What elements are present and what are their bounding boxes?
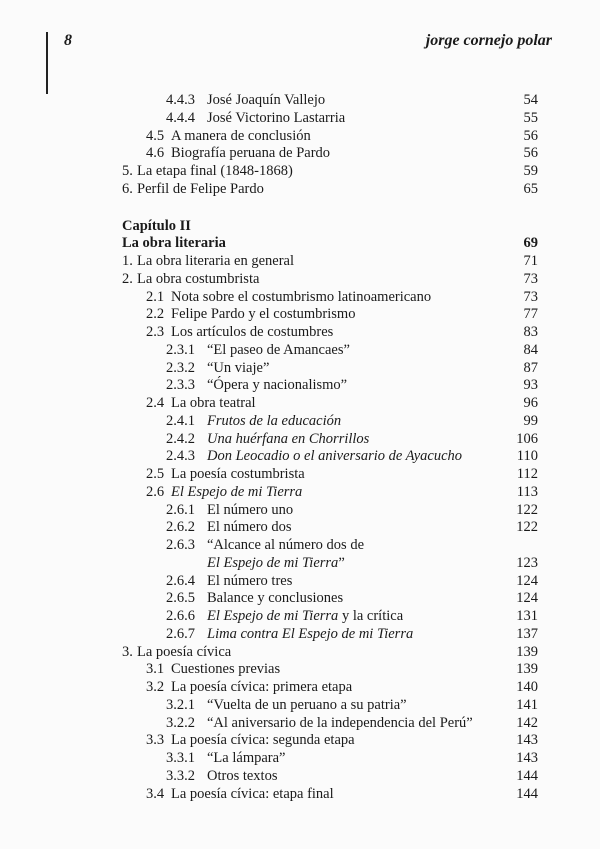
toc-entry-number: 1. xyxy=(122,253,133,269)
toc-entry-number: 2.6.2 xyxy=(166,519,195,536)
toc-entry-number: 2.3.1 xyxy=(166,341,195,358)
toc-entry-page: 137 xyxy=(516,625,538,642)
toc-entry-page: 123 xyxy=(516,554,538,571)
toc-entry-number: 3.4 xyxy=(146,785,165,802)
toc-entry-page: 56 xyxy=(523,127,538,144)
table-of-contents xyxy=(0,92,600,803)
toc-entry xyxy=(0,502,600,520)
toc-entry-page: 54 xyxy=(523,92,538,108)
toc-entry-title xyxy=(137,181,264,199)
toc-entry-number: 3.2.2 xyxy=(166,714,195,731)
toc-entry xyxy=(0,431,600,449)
title-segment: Perfil de Felipe Pardo xyxy=(137,180,264,197)
title-segment: “La lámpara” xyxy=(207,750,286,766)
italic-title-segment: Una huérfana en Chorrillos xyxy=(207,430,370,447)
toc-entry-title xyxy=(207,626,413,644)
title-segment: José Victorino Lastarria xyxy=(207,109,346,126)
toc-entry-number: 3.3.1 xyxy=(166,750,195,766)
toc-entry-page: 56 xyxy=(523,145,538,162)
title-segment: y la crítica xyxy=(338,608,404,624)
title-segment: Los artículos de costumbres xyxy=(171,324,334,340)
toc-entry-page: 69 xyxy=(523,235,538,252)
title-segment: ” xyxy=(338,554,345,571)
toc-entry-title xyxy=(207,519,292,537)
toc-entry-number: 2.5 xyxy=(146,466,165,482)
toc-entry-title xyxy=(207,92,325,110)
toc-entry-title xyxy=(171,324,333,342)
toc-entry-page: 139 xyxy=(516,661,538,678)
toc-entry-number: 3.3 xyxy=(146,732,165,749)
title-segment: El número dos xyxy=(207,519,292,536)
title-segment: “Alcance al número dos de xyxy=(207,537,365,553)
title-segment: La poesía costumbrista xyxy=(171,466,305,482)
toc-entry-page: 73 xyxy=(523,270,538,287)
title-segment: Balance y conclusiones xyxy=(207,590,344,607)
toc-entry-page: 110 xyxy=(516,448,538,465)
toc-entry-number: 3.2.1 xyxy=(166,696,195,713)
toc-entry xyxy=(0,395,600,413)
toc-entry-title xyxy=(122,235,226,253)
toc-entry xyxy=(0,519,600,537)
toc-entry-title xyxy=(207,360,269,378)
toc-entry-title xyxy=(171,395,256,413)
toc-entry-page: 77 xyxy=(523,306,538,323)
toc-entry-title xyxy=(207,413,341,431)
toc-chapter-heading xyxy=(0,218,600,236)
toc-entry xyxy=(0,128,600,146)
toc-entry xyxy=(0,306,600,324)
toc-entry-number: 2.3.3 xyxy=(166,377,195,394)
title-segment: “Vuelta de un peruano a su patria” xyxy=(207,696,407,713)
toc-entry-number: 2.4.3 xyxy=(166,448,195,465)
toc-entry-number: 2.6.1 xyxy=(166,501,195,518)
title-segment: Nota sobre el costumbrismo latinoamericano xyxy=(171,288,432,305)
toc-entry xyxy=(0,163,600,181)
toc-entry-number: 2.6.4 xyxy=(166,572,195,589)
toc-entry-number: 4.4.4 xyxy=(166,109,195,126)
toc-entry-page: 96 xyxy=(523,395,538,411)
toc-entry xyxy=(0,271,600,289)
toc-entry xyxy=(0,555,600,573)
title-segment: Capítulo II xyxy=(122,217,191,234)
toc-entry-number: 3.1 xyxy=(146,661,165,678)
title-segment: José Joaquín Vallejo xyxy=(207,92,326,108)
toc-entry xyxy=(0,324,600,342)
title-segment: Biografía peruana de Pardo xyxy=(171,145,331,162)
toc-entry-page: 122 xyxy=(516,519,538,536)
toc-entry-number: 2.3.2 xyxy=(166,359,195,376)
toc-entry-page: 106 xyxy=(516,430,538,447)
toc-entry-title xyxy=(207,377,347,395)
title-segment: La obra costumbrista xyxy=(137,270,260,287)
toc-entry-title xyxy=(207,573,292,591)
italic-title-segment: El Espejo de mi Tierra xyxy=(207,554,339,571)
title-segment: “El paseo de Amancaes” xyxy=(207,341,350,358)
title-segment: La etapa final (1848-1868) xyxy=(137,163,293,179)
toc-entry-title xyxy=(171,289,431,307)
page-number: 8 xyxy=(64,32,72,49)
toc-entry xyxy=(0,253,600,271)
toc-entry xyxy=(0,573,600,591)
title-segment: “Un viaje” xyxy=(207,359,270,376)
toc-entry-number: 2.4.1 xyxy=(166,412,195,429)
toc-entry-number: 2.4 xyxy=(146,395,165,411)
title-segment: Felipe Pardo y el costumbrismo xyxy=(171,306,356,323)
title-segment: El número uno xyxy=(207,501,294,518)
title-segment: La obra teatral xyxy=(171,395,256,411)
toc-entry-title xyxy=(171,679,352,697)
toc-entry-number: 3. xyxy=(122,643,133,660)
title-segment: El número tres xyxy=(207,572,293,589)
title-segment: La poesía cívica xyxy=(137,643,232,660)
toc-entry xyxy=(0,661,600,679)
toc-entry-number: 2.6.7 xyxy=(166,625,195,642)
toc-entry-title xyxy=(171,306,355,324)
toc-entry xyxy=(0,786,600,804)
running-head: jorge cornejo polar xyxy=(425,32,552,49)
toc-entry-title xyxy=(137,253,294,271)
toc-entry-number: 4.5 xyxy=(146,127,165,144)
toc-entry xyxy=(0,768,600,786)
toc-entry-page: 71 xyxy=(523,253,538,269)
toc-entry xyxy=(0,608,600,626)
toc-chapter-heading xyxy=(0,235,600,253)
toc-entry-title xyxy=(137,644,231,662)
toc-entry-number: 5. xyxy=(122,163,133,179)
toc-entry-page: 99 xyxy=(523,412,538,429)
toc-entry xyxy=(0,626,600,644)
toc-entry xyxy=(0,750,600,768)
toc-entry-page: 143 xyxy=(516,750,538,766)
toc-entry xyxy=(0,537,600,555)
title-segment: “Al aniversario de la independencia del Perú” xyxy=(207,714,473,731)
toc-entry xyxy=(0,110,600,128)
toc-entry-number: 2.1 xyxy=(146,288,165,305)
toc-entry-page: 65 xyxy=(523,180,538,197)
margin-rule xyxy=(46,32,48,94)
toc-entry-number: 2.6.3 xyxy=(166,537,195,553)
title-segment: La poesía cívica: segunda etapa xyxy=(171,732,355,749)
toc-entry-page: 55 xyxy=(523,109,538,126)
toc-entry-number: 3.3.2 xyxy=(166,767,195,784)
toc-entry-title xyxy=(137,163,293,181)
toc-entry xyxy=(0,644,600,662)
toc-entry-page: 83 xyxy=(523,324,538,340)
toc-entry-title xyxy=(207,342,350,360)
toc-entry-page: 144 xyxy=(516,767,538,784)
toc-entry xyxy=(0,697,600,715)
toc-entry xyxy=(0,590,600,608)
toc-entry xyxy=(0,413,600,431)
toc-entry xyxy=(0,715,600,733)
toc-entry-title xyxy=(207,768,277,786)
toc-entry-page: 93 xyxy=(523,377,538,394)
toc-entry-page: 143 xyxy=(516,732,538,749)
toc-entry-number: 2.2 xyxy=(146,306,165,323)
italic-title-segment: El Espejo de mi Tierra xyxy=(171,483,303,500)
toc-entry-number: 2.4.2 xyxy=(166,430,195,447)
italic-title-segment: Don Leocadio o el aniversario de Ayacucho xyxy=(207,448,463,465)
italic-title-segment: Lima contra El Espejo de mi Tierra xyxy=(207,625,414,642)
toc-entry xyxy=(0,679,600,697)
toc-entry-number: 2.6.6 xyxy=(166,608,195,624)
toc-entry xyxy=(0,732,600,750)
toc-entry-number: 6. xyxy=(122,180,133,197)
title-segment: La poesía cívica: etapa final xyxy=(171,785,334,802)
toc-entry-page: 87 xyxy=(523,359,538,376)
toc-entry-title xyxy=(207,448,462,466)
toc-entry xyxy=(0,181,600,199)
toc-entry-page: 140 xyxy=(516,679,538,695)
toc-entry-title xyxy=(207,590,343,608)
toc-entry-number: 2.6 xyxy=(146,483,165,500)
toc-entry-page: 139 xyxy=(516,643,538,660)
toc-entry-page: 59 xyxy=(523,163,538,179)
toc-entry-title xyxy=(122,218,191,236)
toc-entry-title xyxy=(207,697,407,715)
toc-entry-title xyxy=(207,608,403,626)
title-segment: La poesía cívica: primera etapa xyxy=(171,679,353,695)
toc-entry-title xyxy=(207,431,369,449)
toc-entry-page: 112 xyxy=(516,466,538,482)
toc-entry-number: 2.3 xyxy=(146,324,165,340)
toc-entry-title xyxy=(207,110,345,128)
toc-entry-number: 2. xyxy=(122,270,133,287)
toc-entry-page: 131 xyxy=(516,608,538,624)
toc-entry-number: 4.4.3 xyxy=(166,92,195,108)
toc-entry-page: 73 xyxy=(523,288,538,305)
toc-entry xyxy=(0,360,600,378)
toc-entry xyxy=(0,377,600,395)
toc-spacer xyxy=(0,199,600,218)
title-segment: Otros textos xyxy=(207,767,278,784)
toc-entry xyxy=(0,289,600,307)
title-segment: Cuestiones previas xyxy=(171,661,281,678)
toc-entry-page: 124 xyxy=(516,572,538,589)
toc-entry-page: 84 xyxy=(523,341,538,358)
toc-entry-title xyxy=(171,732,355,750)
toc-entry-title xyxy=(171,128,311,146)
title-segment: “Ópera y nacionalismo” xyxy=(207,377,348,394)
italic-title-segment: El Espejo de mi Tierra xyxy=(207,608,339,624)
toc-entry-page: 124 xyxy=(516,590,538,607)
toc-entry xyxy=(0,92,600,110)
toc-entry-title xyxy=(207,537,364,555)
toc-entry-title xyxy=(207,715,473,733)
toc-entry-number: 3.2 xyxy=(146,679,165,695)
title-segment: A manera de conclusión xyxy=(171,127,311,144)
toc-entry xyxy=(0,484,600,502)
toc-entry-number: 2.6.5 xyxy=(166,590,195,607)
toc-entry-title xyxy=(171,786,334,804)
title-segment: La obra literaria xyxy=(122,235,226,252)
toc-entry xyxy=(0,342,600,360)
toc-entry-page: 142 xyxy=(516,714,538,731)
toc-entry-page: 113 xyxy=(516,483,538,500)
toc-entry xyxy=(0,448,600,466)
toc-entry-title xyxy=(171,484,302,502)
toc-entry-title xyxy=(171,466,305,484)
toc-entry xyxy=(0,145,600,163)
toc-entry-title xyxy=(137,271,259,289)
italic-title-segment: Frutos de la educación xyxy=(207,412,342,429)
toc-entry-page: 122 xyxy=(516,501,538,518)
toc-entry-number: 4.6 xyxy=(146,145,165,162)
toc-entry-title xyxy=(171,145,330,163)
toc-entry-title xyxy=(207,750,285,768)
toc-entry-title xyxy=(171,661,280,679)
toc-entry xyxy=(0,466,600,484)
title-segment: La obra literaria en general xyxy=(137,253,294,269)
toc-entry-page: 141 xyxy=(516,696,538,713)
toc-entry-title xyxy=(207,555,345,573)
toc-entry-title xyxy=(207,502,293,520)
toc-entry-page: 144 xyxy=(516,785,538,802)
